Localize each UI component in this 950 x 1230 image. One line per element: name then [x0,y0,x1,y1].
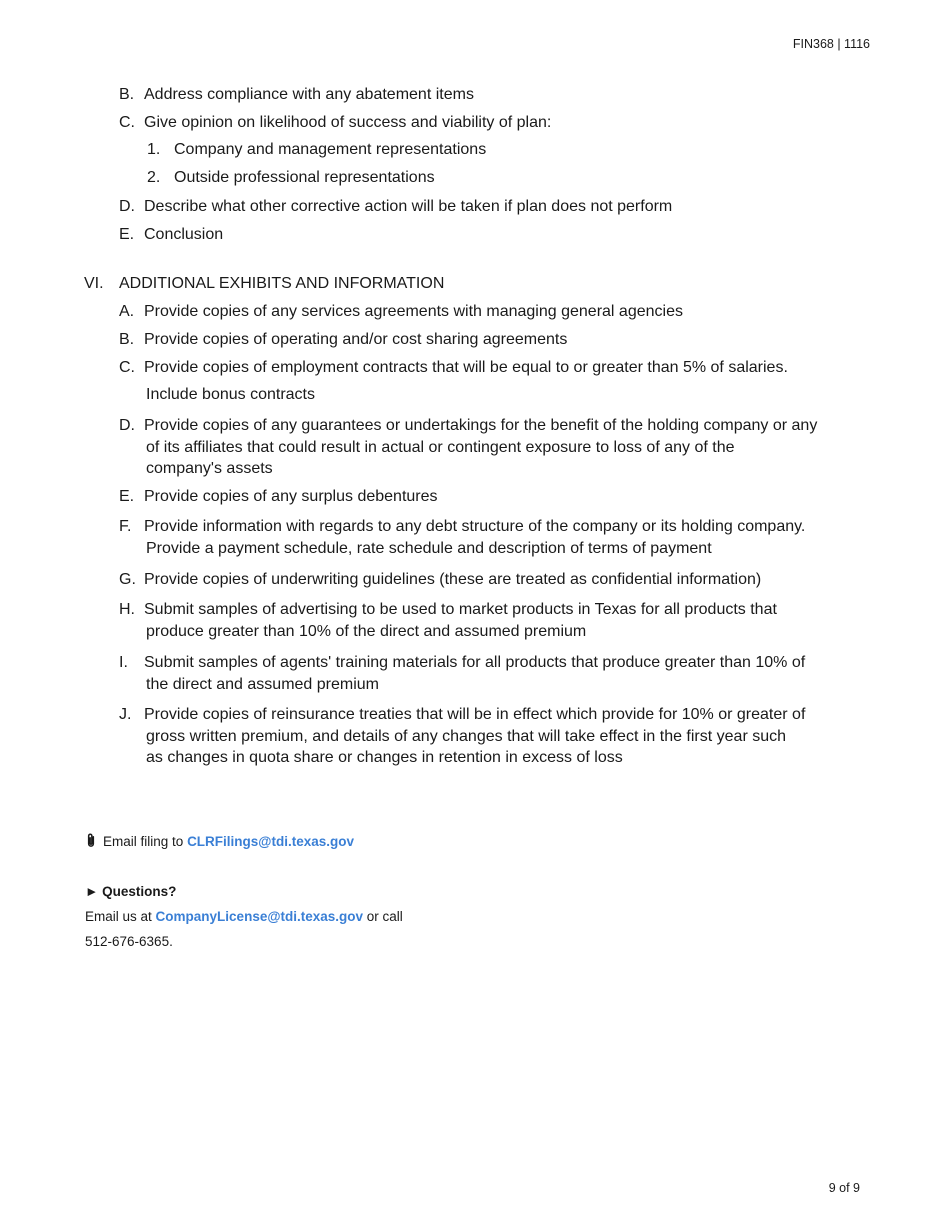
list-item [119,301,879,323]
item-text: company's assets [146,460,273,477]
item-marker: G. [119,571,136,588]
item-text: Submit samples of advertising to be used to market products in Texas for all products that [144,601,777,618]
item-text: Provide a payment schedule, rate schedule and description of terms of payment [146,539,712,557]
item-marker: J. [119,706,132,723]
list-item [119,415,879,480]
email-filing-label: Email filing to [103,834,184,849]
list-item [147,139,847,161]
section-numeral: VI. [84,275,104,292]
item-text: Outside professional representations [174,169,435,186]
item-text: Provide copies of any surplus debentures [144,488,438,505]
section-title: ADDITIONAL EXHIBITS AND INFORMATION [119,275,445,292]
item-text: produce greater than 10% of the direct and assumed premium [146,622,587,640]
item-marker: H. [119,601,135,618]
item-marker: A. [119,303,135,320]
phone-number: 512-676-6365. [85,934,173,949]
item-marker: B. [119,331,135,348]
list-item [119,357,879,405]
item-text: as changes in quota share or changes in retention in excess of loss [146,749,623,766]
list-item [119,599,879,642]
item-text: Describe what other corrective action will be taken if plan does not perform [144,198,673,215]
item-marker: 2. [147,169,161,186]
email-us-line [85,908,403,926]
list-item [119,516,879,559]
item-marker: D. [119,198,135,215]
item-marker: D. [119,417,135,434]
list-item [119,329,879,351]
item-text: Submit samples of agents' training materials for all products that produce greater than 10% of [144,654,806,671]
item-text: the direct and assumed premium [146,675,379,693]
list-item [147,167,847,189]
list-item [119,224,879,246]
item-marker: 1. [147,141,161,158]
item-text: Provide copies of employment contracts that will be equal to or greater than 5% of salaries. [144,359,788,376]
item-text: Provide copies of any guarantees or undertakings for the benefit of the holding company or any [144,417,818,434]
item-text: Address compliance with any abatement items [144,86,474,103]
item-marker: C. [119,114,135,131]
item-marker: E. [119,488,135,505]
or-call-text: or call [366,909,403,924]
item-marker: B. [119,86,135,103]
item-marker: I. [119,654,128,671]
item-text: Provide copies of any services agreements with managing general agencies [144,303,683,320]
list-item [119,112,879,134]
section-heading [84,273,844,295]
list-item [119,486,879,508]
item-marker: F. [119,518,132,535]
item-text: Conclusion [144,226,224,243]
questions-heading: ► Questions? [85,884,177,899]
paperclip-icon [85,833,97,848]
item-text: Provide copies of underwriting guidelines (these are treated as confidential information) [144,571,762,588]
item-text: of its affiliates that could result in actual or contingent exposure to loss of any of the [146,438,735,456]
item-marker: E. [119,226,135,243]
list-item [119,196,879,218]
email-filing-link[interactable]: CLRFilings@tdi.texas.gov [187,834,354,849]
item-marker: C. [119,359,135,376]
email-filing-line [85,833,354,851]
list-item [119,84,879,106]
list-item [119,569,879,591]
item-text: gross written premium, and details of any changes that will take effect in the first year such [146,727,787,745]
item-text: Give opinion on likelihood of success and viability of plan: [144,114,552,131]
form-code: FIN368 | 1116 [792,37,870,51]
page-number: 9 of 9 [828,1181,860,1195]
item-text: Include bonus contracts [146,385,315,403]
item-text: Company and management representations [174,141,487,158]
list-item [119,704,879,769]
email-us-label: Email us at [85,909,152,924]
email-us-link[interactable]: CompanyLicense@tdi.texas.gov [155,909,364,924]
item-text: Provide copies of operating and/or cost sharing agreements [144,331,568,348]
item-text: Provide information with regards to any debt structure of the company or its holding company. [144,518,806,535]
item-text: Provide copies of reinsurance treaties that will be in effect which provide for 10% or greater of [144,706,806,723]
list-item [119,652,879,695]
